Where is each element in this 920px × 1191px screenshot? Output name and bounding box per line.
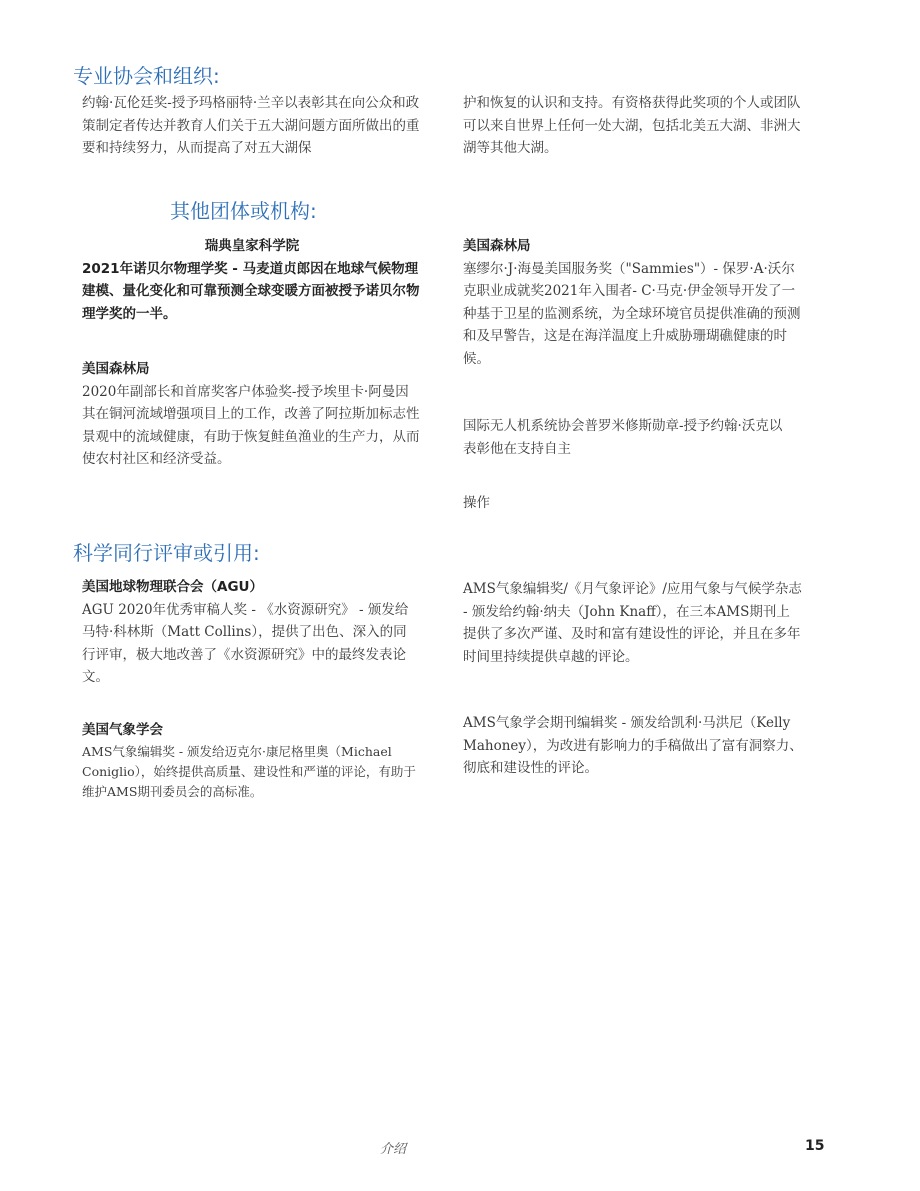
agu-org: 美国地球物理联合会（AGU）	[82, 579, 263, 595]
royal-academy-org: 瑞典皇家科学院	[204, 238, 300, 254]
forest-service-org-left: 美国森林局	[82, 361, 150, 377]
ams-org: 美国气象学会	[82, 722, 163, 738]
ams-left-block	[82, 719, 417, 802]
ams-journal-award-mahoney: AMS气象学会期刊编辑奖 - 颁发给凯利·马洪尼（Kelly Mahoney），为改进有影响力的手稿做出了富有洞察力、彻底和建设性的评论。	[463, 715, 803, 776]
forest-service-right-block	[463, 235, 803, 370]
valentine-award-text-right: 护和恢复的认识和支持。有资格获得此奖项的个人或团队可以来自世界上任何一处大湖，包括北美五大湖、非洲大湖等其他大湖。	[463, 95, 801, 156]
footer-section-label: 介绍	[380, 1142, 407, 1157]
forest-service-org-right: 美国森林局	[463, 238, 531, 254]
section-heading-other-groups: 其他团体或机构:	[170, 199, 317, 223]
section-heading-professional: 专业协会和组织:	[73, 64, 220, 88]
forest-service-award-left: 2020年副部长和首席奖客户体验奖-授予埃里卡·阿曼因其在铜河流域增强项目上的工作，改善了阿拉斯加标志性景观中的流域健康，有助于恢复鲑鱼渔业的生产力，从而使农村社区和经济受益。	[82, 383, 420, 467]
sammies-award-text: 塞缪尔·J·海曼美国服务奖（"Sammies"）- 保罗·A·沃尔克职业成就奖2021年入围者- C·马克·伊金领导开发了一种基于卫星的监测系统，为全球环境官员提供准确的预测和及早警告，这是在海洋温度上升威胁珊瑚礁健康的时候。	[463, 260, 801, 367]
valentine-award-text-left: 约翰·瓦伦廷奖-授予玛格丽特·兰辛以表彰其在向公众和政策制定者传达并教育人们关于五大湖问题方面所做出的重要和持续努力，从而提高了对五大湖保	[82, 95, 420, 156]
nobel-prize-text: 2021年诺贝尔物理学奖 - 马麦道贞郎因在地球气候物理建模、量化变化和可靠预测全球变暖方面被授予诺贝尔物理学奖的一半。	[82, 260, 420, 322]
ams-editor-award-coniglio: AMS气象编辑奖 - 颁发给迈克尔·康尼格里奥（Michael Coniglio），始终提供高质量、建设性和严谨的评论，有助于维护AMS期刊委员会的高标准。	[82, 743, 416, 799]
page-number: 15	[805, 1138, 825, 1154]
agu-block	[82, 576, 417, 689]
section-heading-peer-review: 科学同行评审或引用:	[73, 541, 260, 565]
agu-award-text: AGU 2020年优秀审稿人奖 - 《水资源研究》 - 颁发给马特·科林斯（Matt Collins），提供了出色、深入的同行评审，极大地改善了《水资源研究》中的最终发表论文。	[82, 601, 409, 685]
drone-medal-tail: 操作	[463, 495, 490, 511]
royal-academy-block	[82, 235, 422, 325]
drone-medal-text: 国际无人机系统协会普罗米修斯勋章-授予约翰·沃克以表彰他在支持自主	[463, 418, 783, 457]
ams-editor-award-knaff: AMS气象编辑奖/《月气象评论》/应用气象与气候学杂志 - 颁发给约翰·纳夫（John Knaff），在三本AMS期刊上提供了多次严谨、及时和富有建设性的评论，并且在多年时间里持续提供卓越的评论。	[463, 581, 802, 665]
forest-service-left-block	[82, 358, 422, 471]
